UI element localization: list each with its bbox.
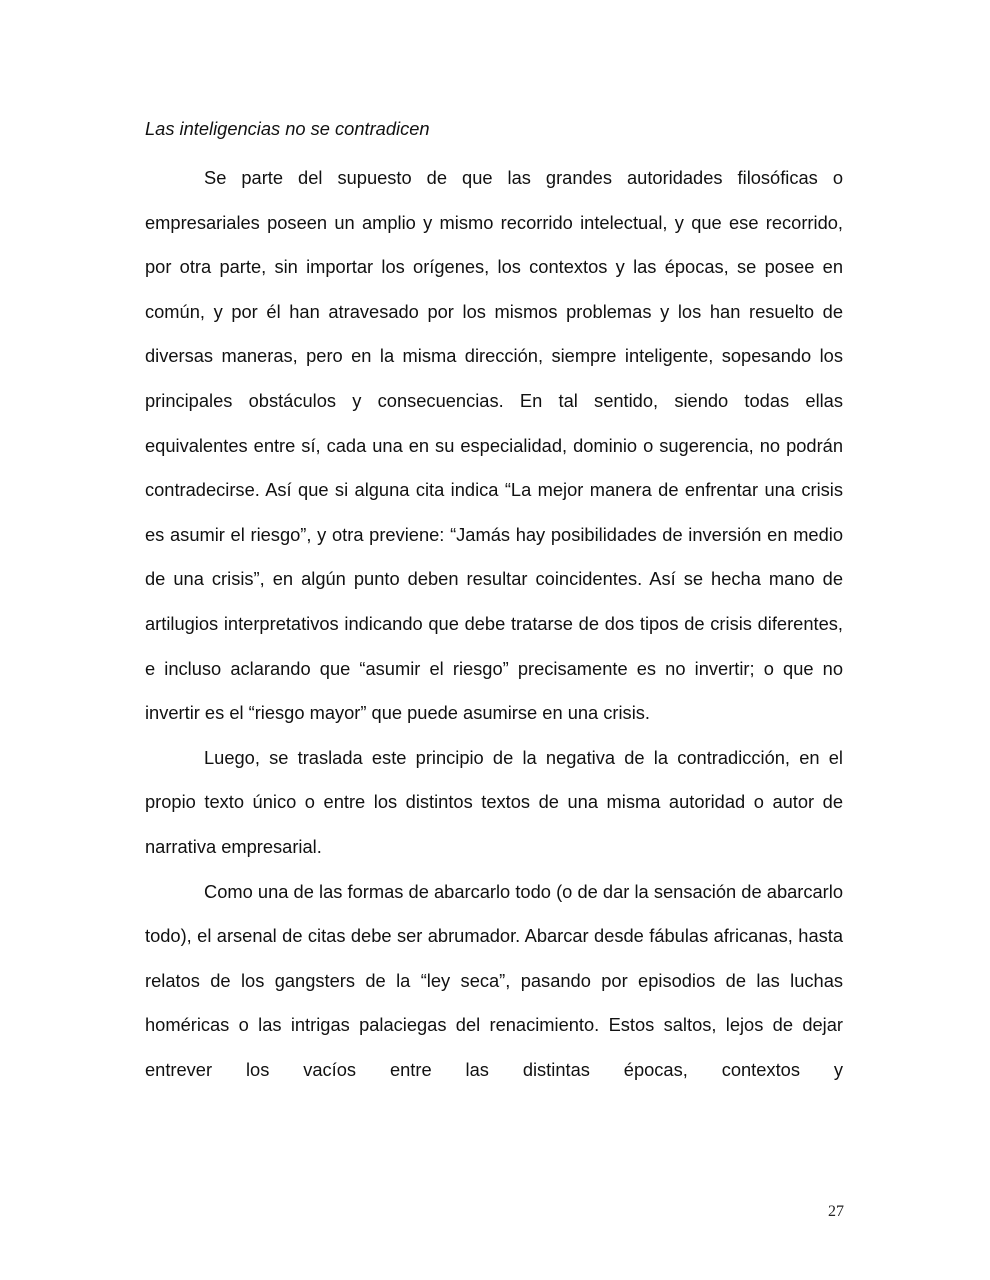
body-text — [145, 114, 843, 1092]
page-number: 27 — [828, 1203, 844, 1220]
paragraph-1: Se parte del supuesto de que las grandes autoridades filosóficas o empresariales poseen un amplio y mismo recorrido intelectual, y que ese recorrido, por otra parte, sin importar los orígenes, los contextos y las épocas, se posee en común, y por él han atravesado por los mismos problemas y los han resuelto de diversas maneras, pero en la misma dirección, siempre inteligente, sopesando los principales obstáculos y consecuencias. En tal sentido, siendo todas ellas equivalentes entre sí, cada una en su especialidad, dominio o sugerencia, no podrán contradecirse. Así que si alguna cita indica “La mejor manera de enfrentar una crisis es asumir el riesgo”, y otra previene: “Jamás hay posibilidades de inversión en medio de una crisis”, en algún punto deben resultar coincidentes. Así se hecha mano de artilugios interpretativos indicando que debe tratarse de dos tipos de crisis diferentes, e incluso aclarando que “asumir el riesgo” precisamente es no invertir; o que no invertir es el “riesgo mayor” que puede asumirse en una crisis. — [145, 167, 843, 724]
paragraph-2: Luego, se traslada este principio de la negativa de la contradicción, en el propio texto único o entre los distintos textos de una misma autoridad o autor de narrativa empresarial. — [145, 746, 843, 857]
paragraph-3: Como una de las formas de abarcarlo todo (o de dar la sensación de abarcarlo todo), el arsenal de citas debe ser abrumador. Abarcar desde fábulas africanas, hasta relatos de los gangsters de la “ley seca”, pasando por episodios de las luchas homéricas o las intrigas palaciegas del renacimiento. Estos saltos, lejos de dejar entrever los vacíos entre las distintas épocas, contextos y — [145, 880, 843, 1080]
section-heading: Las inteligencias no se contradicen — [145, 118, 430, 139]
